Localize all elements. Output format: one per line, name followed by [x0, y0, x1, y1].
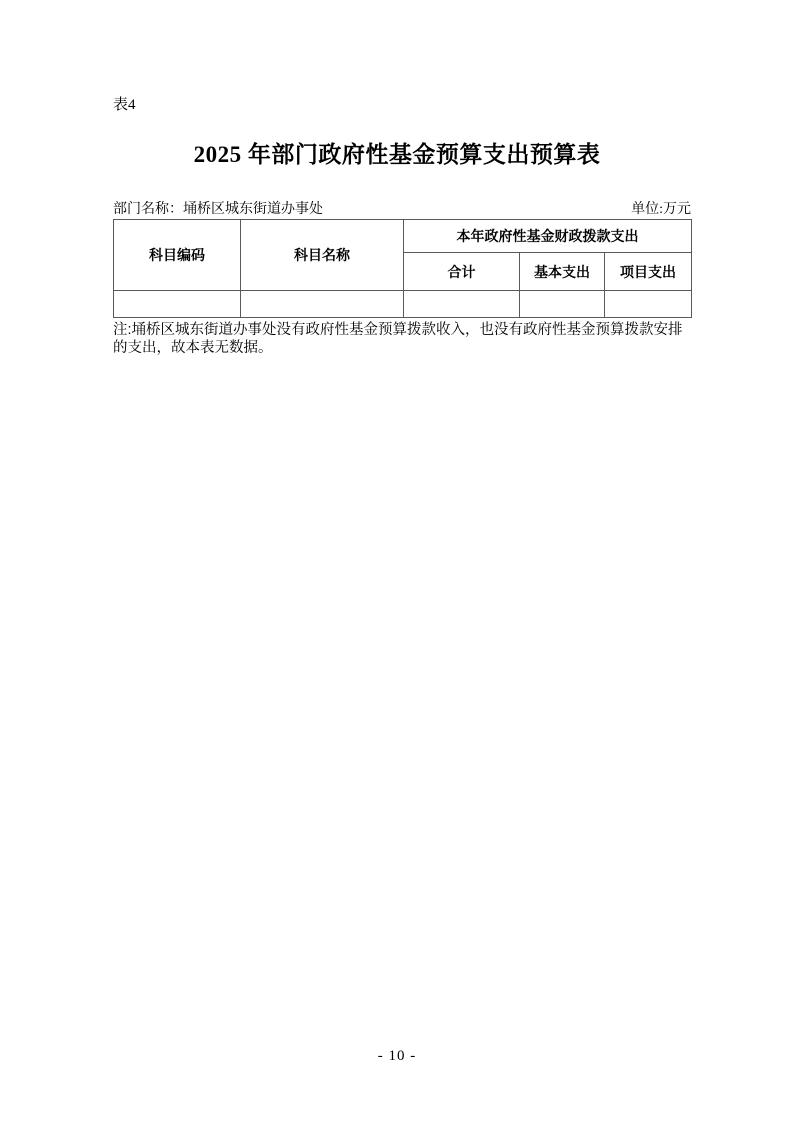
header-subject-name: 科目名称	[241, 220, 404, 291]
unit-label: 单位:万元	[631, 202, 691, 217]
cell-basic-expenditure	[520, 291, 605, 318]
cell-total	[404, 291, 520, 318]
table-header-row-group	[114, 220, 692, 253]
header-total: 合计	[404, 253, 520, 291]
table-row	[114, 291, 692, 318]
budget-table	[113, 219, 692, 318]
header-basic-expenditure: 基本支出	[520, 253, 605, 291]
page-title: 2025 年部门政府性基金预算支出预算表	[193, 142, 601, 167]
header-project-expenditure: 项目支出	[605, 253, 692, 291]
header-group-fund-expenditure: 本年政府性基金财政拨款支出	[404, 220, 692, 253]
table-label: 表4	[113, 97, 136, 113]
meta-row	[113, 198, 691, 218]
cell-subject-name	[241, 291, 404, 318]
cell-subject-code	[114, 291, 241, 318]
cell-project-expenditure	[605, 291, 692, 318]
page-number: - 10 -	[377, 1048, 417, 1064]
header-subject-code: 科目编码	[114, 220, 241, 291]
footnote: 注:埇桥区城东街道办事处没有政府性基金预算拨款收入，也没有政府性基金预算拨款安排的支出，故本表无数据。	[113, 322, 683, 356]
department-name-label: 部门名称：埇桥区城东街道办事处	[113, 202, 323, 217]
